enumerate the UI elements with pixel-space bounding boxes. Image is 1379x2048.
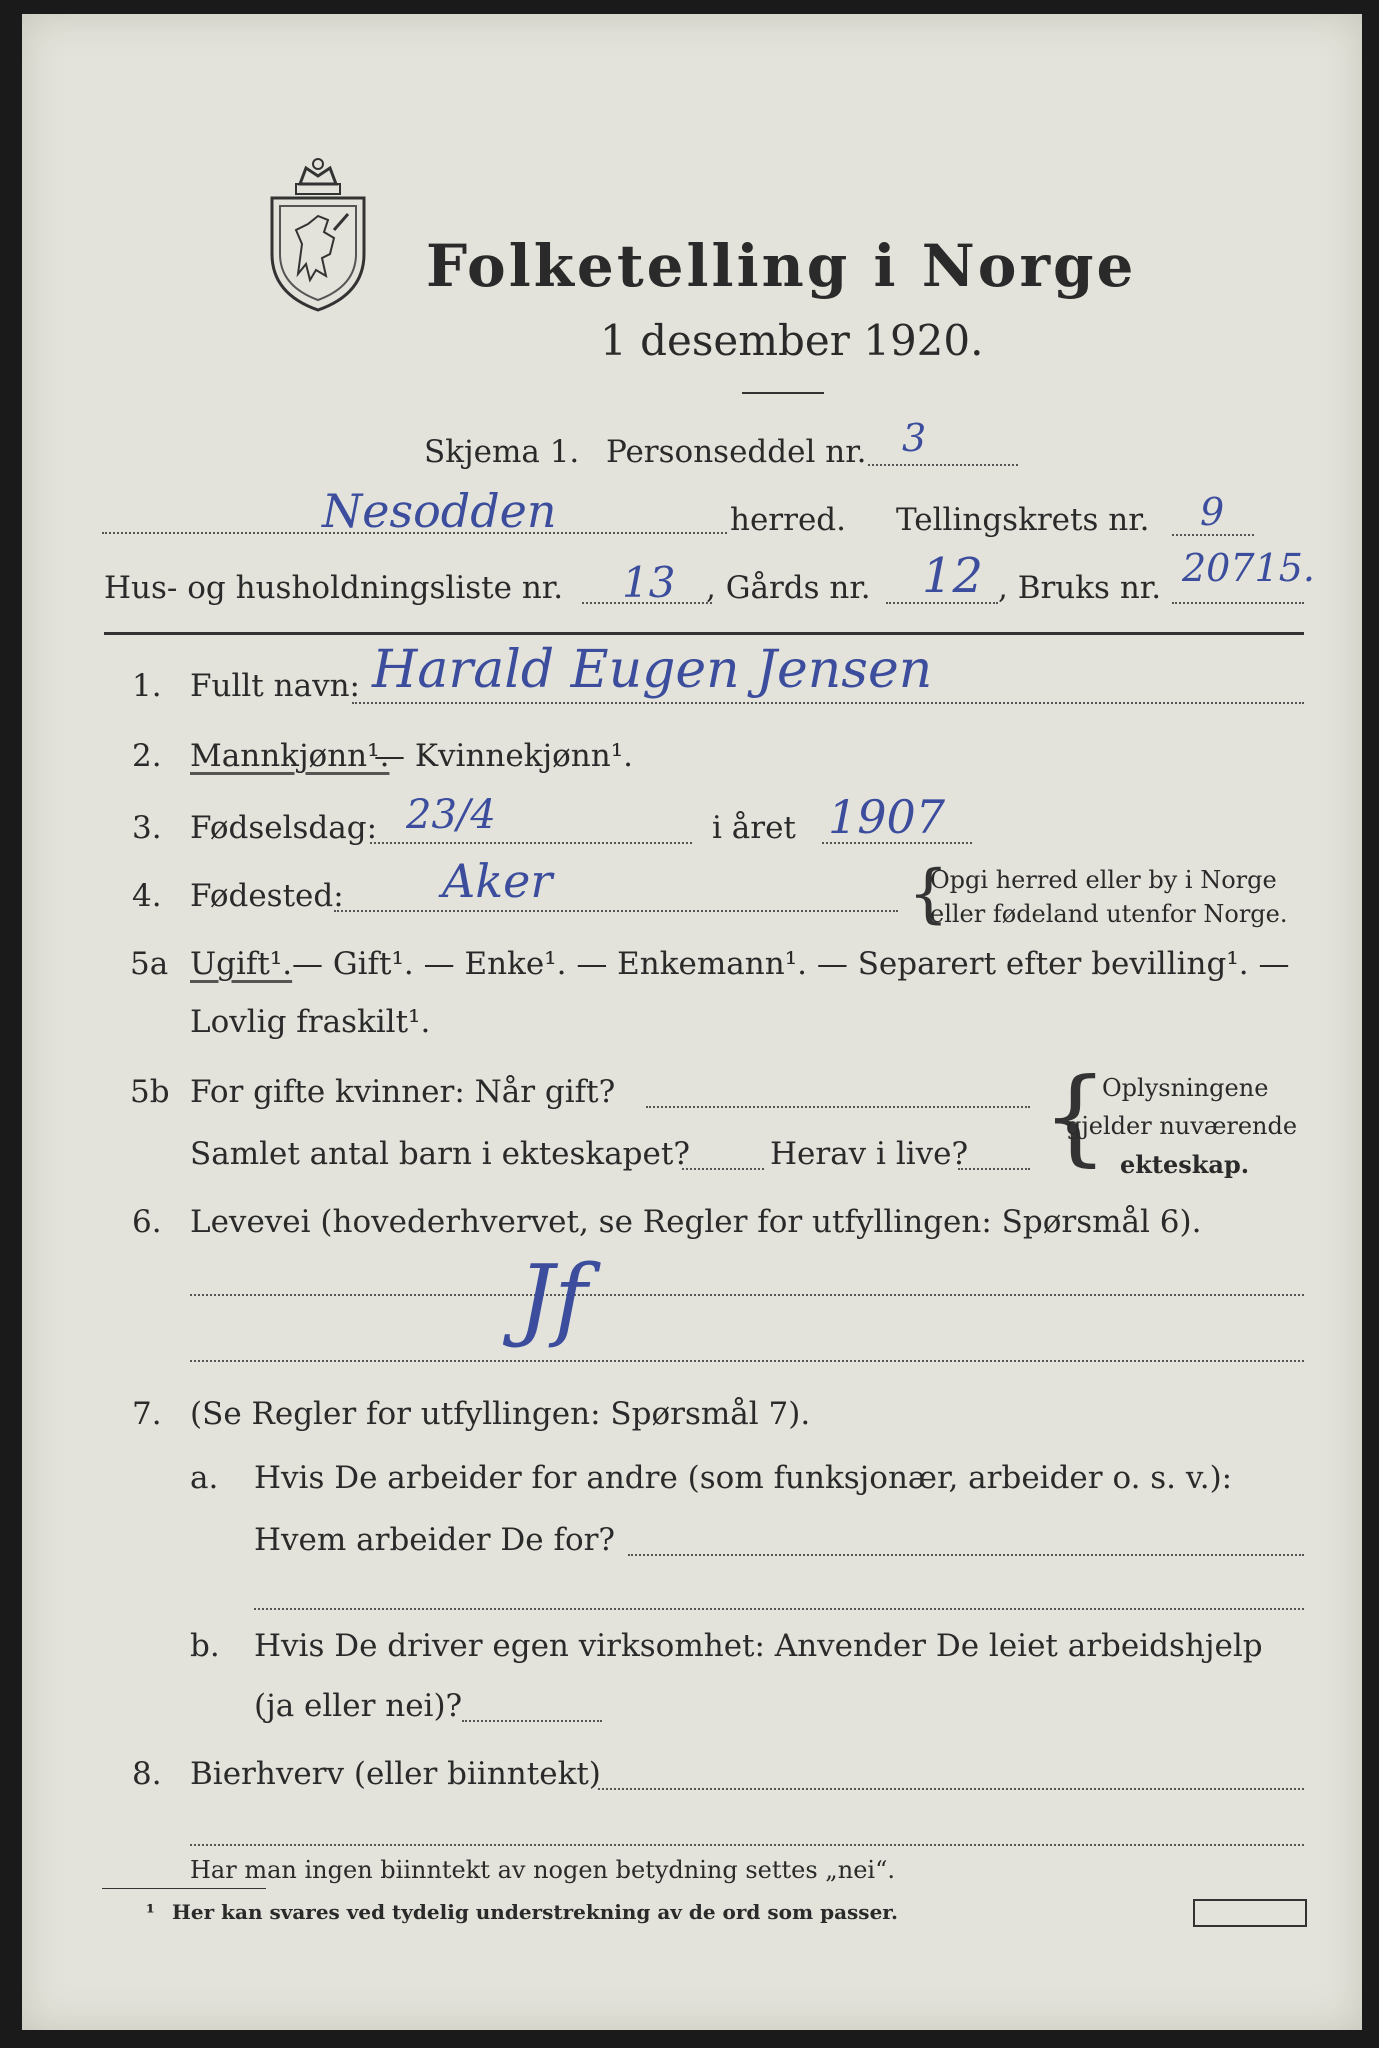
q1-line [352,702,1304,704]
footnote-text: Her kan svares ved tydelig understrekning av de ord som passer. [172,1900,898,1924]
q5a-lovlig-fraskilt[interactable]: Lovlig fraskilt¹. [190,1004,431,1040]
q6-line1 [190,1294,1304,1296]
personseddel-line [868,464,1018,466]
q2-male-option[interactable]: Mannkjønn¹. [190,738,390,774]
q5b-line1-label: For gifte kvinner: Når gift? [190,1074,616,1110]
footnote-rule [102,1888,266,1889]
q2-female-option[interactable]: — Kvinnekjønn¹. [374,738,633,774]
q5a-other-options[interactable]: — Gift¹. — Enke¹. — Enkemann¹. — Separert efter bevilling¹. — [292,946,1290,982]
q4-brace: { [908,857,949,931]
q7-number: 7. [132,1396,162,1432]
q4-number: 4. [132,878,162,914]
q5b-alive-line [958,1168,1030,1170]
title-divider [742,392,824,394]
census-form-page [22,14,1362,2030]
q1-number: 1. [132,668,162,704]
herred-label: herred. [730,502,846,538]
hus-value[interactable]: 13 [622,558,676,607]
q3-value[interactable]: 23/4 [406,792,496,838]
form-title: Folketelling i Norge [426,232,1137,300]
q3-label: Fødselsdag: [190,810,378,846]
printer-stamp [1193,1899,1307,1927]
q6-label: Levevei (hovederhvervet, se Regler for utfyllingen: Spørsmål 6). [190,1204,1202,1240]
tellingskrets-line [1172,534,1254,536]
q3-line [370,842,692,844]
q1-value[interactable]: Harald Eugen Jensen [372,640,933,700]
q5b-children-line [682,1168,764,1170]
q4-line [334,910,898,912]
q5b-alive-label: Herav i live? [770,1136,969,1172]
q1-label: Fullt navn: [190,668,360,704]
q8-answer-line [598,1788,1304,1790]
q7b-letter: b. [190,1628,220,1664]
q8-label: Bierhverv (eller biinntekt) [190,1756,601,1792]
header-separator [104,632,1304,635]
q4-value[interactable]: Aker [442,854,553,908]
q6-value[interactable]: Jf [518,1246,588,1351]
q5a-ugift-option[interactable]: Ugift¹. [190,946,293,982]
q8-number: 8. [132,1756,162,1792]
tellingskrets-label: Tellingskrets nr. [896,502,1150,538]
q7b-line2-label: (ja eller nei)? [254,1688,463,1724]
q8-note: Har man ingen biinntekt av nogen betydning settes „nei“. [190,1856,895,1884]
schema-label: Skjema 1. [424,434,580,470]
q7-label: (Se Regler for utfyllingen: Spørsmål 7). [190,1396,811,1432]
bruks-label: , Bruks nr. [998,570,1162,606]
q7a-employer-line [628,1554,1304,1556]
footnote-mark: ¹ [146,1900,155,1924]
q7b-answer-line [462,1720,602,1722]
q4-note-line1: Opgi herred eller by i Norge [930,866,1277,894]
q6-line2 [190,1360,1304,1362]
census-date: 1 desember 1920. [600,316,984,365]
q3-number: 3. [132,810,162,846]
q4-label: Fødested: [190,878,344,914]
q6-number: 6. [132,1204,162,1240]
q8-extra-line [190,1844,1304,1846]
q5b-children-label: Samlet antal barn i ekteskapet? [190,1136,690,1172]
q5b-note-line3: ekteskap. [1120,1150,1250,1179]
gards-label: , Gårds nr. [706,570,871,606]
q4-note-line2: eller fødeland utenfor Norge. [930,900,1288,928]
q7a-line2-label: Hvem arbeider De for? [254,1522,616,1558]
gards-value[interactable]: 12 [922,548,984,604]
q7b-line1: Hvis De driver egen virksomhet: Anvender De leiet arbeidshjelp [254,1628,1263,1664]
norwegian-coat-of-arms-icon [262,154,374,314]
personseddel-label: Personseddel nr. [606,434,867,470]
q3-year-label: i året [712,810,796,846]
hus-label: Hus- og husholdningsliste nr. [104,570,564,606]
q5a-number: 5a [130,946,169,982]
tellingskrets-value[interactable]: 9 [1200,490,1225,534]
q5b-note-line1: Oplysningene [1102,1074,1269,1102]
bruks-line [1172,602,1304,604]
herred-value[interactable]: Nesodden [322,484,557,538]
q2-number: 2. [132,738,162,774]
q5b-number: 5b [130,1074,170,1110]
q7a-line1: Hvis De arbeider for andre (som funksjonær, arbeider o. s. v.): [254,1460,1233,1496]
q5b-married-line [646,1106,1030,1108]
personseddel-value[interactable]: 3 [902,416,927,460]
q3-year-value[interactable]: 1907 [828,790,946,844]
q7a-letter: a. [190,1460,219,1496]
bruks-value[interactable]: 20715. [1182,546,1315,590]
q5b-brace: { [1042,1055,1109,1177]
q5b-note-line2: gjelder nuværende [1066,1112,1298,1140]
q7a-extra-line [254,1608,1304,1610]
